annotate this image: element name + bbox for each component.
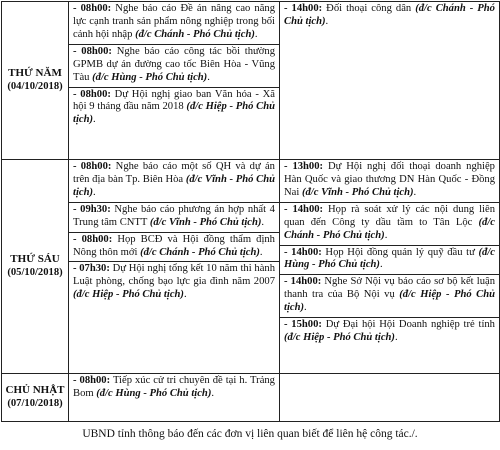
schedule-item: [69, 202, 279, 232]
day-name: CHỦ NHẬT: [5, 384, 65, 397]
item-text: Họp rà soát xử lý các nội dung liên quan đến Công ty dầu tầm to Tân Lộc: [284, 203, 495, 228]
item-text: Đối thoại công dân: [322, 3, 416, 14]
item-text: Nghe báo cáo một số QH và dự án trên địa bàn Tp. Biên Hòa: [73, 161, 275, 185]
day-cell: [2, 374, 69, 422]
item-responsible: (đ/c Chánh - Phó Chủ tịch): [284, 216, 495, 241]
item-time: - 14h00:: [284, 276, 322, 288]
item-responsible: (đ/c Vĩnh - Phó Chủ tịch): [73, 173, 275, 198]
item-time: - 14h00:: [284, 246, 322, 258]
item-text: Dự Hội nghị tổng kết 10 năm thi hành Luật phòng, chống bạo lực gia đình năm 2007: [73, 263, 275, 288]
item-text: Dự Đại hội Hội Doanh nghiệp trẻ tỉnh: [321, 319, 495, 331]
schedule-body: [2, 2, 500, 422]
day-date: (04/10/2018): [7, 80, 63, 92]
item-tail: .: [259, 246, 263, 258]
item-text: Nghe báo cáo phương án hợp nhất 4 Trung tâm CNTT: [73, 203, 275, 228]
schedule-item: [69, 44, 279, 87]
schedule-item: [69, 374, 279, 403]
schedule-item: [69, 160, 279, 202]
afternoon-cell: [280, 374, 500, 422]
schedule-item: [280, 317, 499, 347]
item-time: - 08h00:: [73, 161, 112, 172]
day-name: THỨ SÁU: [10, 253, 60, 266]
footer-note: UBND tỉnh thông báo đến các đơn vị liên quan biết để liên hệ công tác./.: [82, 428, 418, 440]
item-tail: .: [384, 229, 388, 241]
schedule-item: [69, 232, 279, 262]
item-time: - 14h00:: [284, 203, 324, 215]
item-responsible: (đ/c Chánh - Phó Chủ tịch): [140, 246, 260, 258]
day-date: (07/10/2018): [7, 397, 63, 409]
day-cell: [2, 2, 69, 160]
item-time: - 08h00:: [73, 88, 111, 100]
item-responsible: (đ/c Hiệp - Phó Chủ tịch): [284, 332, 395, 344]
item-responsible: (đ/c Chánh - Phó Chủ tịch): [135, 28, 255, 40]
schedule-row: [2, 2, 500, 160]
schedule-item: [69, 2, 279, 44]
item-responsible: (đ/c Hùng - Phó Chủ tịch): [284, 246, 495, 271]
morning-cell: [69, 160, 280, 374]
schedule-row: [2, 160, 500, 374]
item-time: - 08h00:: [73, 233, 113, 245]
afternoon-cell: [280, 2, 500, 160]
item-responsible: (đ/c Vĩnh - Phó Chủ tịch): [301, 186, 414, 198]
item-responsible: (đ/c Hiệp - Phó Chủ tịch): [73, 289, 184, 301]
item-tail: .: [394, 332, 398, 344]
morning-cell: [69, 2, 280, 160]
schedule-item: [280, 160, 499, 202]
item-text: Nghe báo cáo Đề án nâng cao năng lực cạnh tranh sản phẩm nông nghiệp trong bối cảnh hội nhập: [73, 3, 275, 40]
schedule-item: [280, 2, 499, 31]
item-responsible: (đ/c Chánh - Phó Chủ tịch): [284, 3, 495, 27]
item-time: - 14h00:: [284, 3, 323, 14]
item-tail: .: [183, 289, 187, 301]
schedule-item: [280, 274, 499, 317]
schedule-item: [69, 261, 279, 304]
item-text: Dự Hội nghị giao ban Văn hóa - Xã hội 9 tháng đầu năm 2018: [73, 88, 275, 113]
item-responsible: (đ/c Hiệp - Phó Chủ tịch): [284, 289, 495, 314]
item-time: - 08h00:: [73, 3, 112, 14]
item-time: - 07h30:: [73, 263, 110, 275]
day-name: THỨ NĂM: [8, 67, 62, 80]
item-time: - 09h30:: [73, 203, 111, 215]
item-responsible: (đ/c Vĩnh - Phó Chủ tịch): [149, 216, 262, 228]
item-text: Họp Hội đồng quản lý quỹ đầu tư: [321, 246, 479, 258]
schedule-item: [280, 245, 499, 275]
item-text: Tiếp xúc cử tri chuyên đề tại h. Trảng Bom: [73, 375, 275, 399]
item-responsible: (đ/c Hùng - Phó Chủ tịch): [92, 71, 208, 83]
schedule-item: [280, 202, 499, 245]
item-text: Nghe Sở Nội vụ báo cáo sơ bộ kết luận thanh tra của Bộ Nội vụ: [284, 276, 495, 301]
item-tail: .: [254, 28, 258, 40]
item-text: Dự Hội nghị đối thoại doanh nghiệp Hàn Quốc và giao thương DN Hàn Quốc - Đồng Nai: [284, 161, 495, 198]
item-tail: .: [379, 259, 383, 271]
morning-cell: [69, 374, 280, 422]
item-time: - 08h00:: [73, 45, 112, 57]
item-tail: .: [211, 387, 214, 399]
schedule-item: [69, 87, 279, 130]
item-text: Nghe báo cáo công tác bồi thường GPMB dự án đường cao tốc Biên Hòa - Vũng Tàu: [73, 45, 275, 83]
item-tail: .: [304, 302, 307, 314]
item-tail: .: [413, 186, 417, 198]
item-responsible: (đ/c Hiệp - Phó Chủ tịch): [73, 101, 275, 126]
schedule-row: [2, 374, 500, 422]
afternoon-cell: [280, 160, 500, 374]
item-text: Họp BCĐ và Hội đồng thẩm định Nông thôn mới: [73, 233, 275, 258]
item-tail: .: [325, 15, 329, 27]
item-time: - 08h00:: [73, 375, 111, 386]
item-time: - 13h00:: [284, 161, 324, 172]
item-tail: .: [207, 71, 210, 83]
day-date: (05/10/2018): [7, 266, 63, 278]
item-tail: .: [93, 114, 96, 126]
item-time: - 15h00:: [284, 319, 322, 331]
day-cell: [2, 160, 69, 374]
item-tail: .: [261, 216, 265, 228]
schedule-table: [1, 1, 500, 422]
item-responsible: (đ/c Hùng - Phó Chủ tịch): [96, 387, 212, 399]
item-tail: .: [93, 186, 96, 198]
